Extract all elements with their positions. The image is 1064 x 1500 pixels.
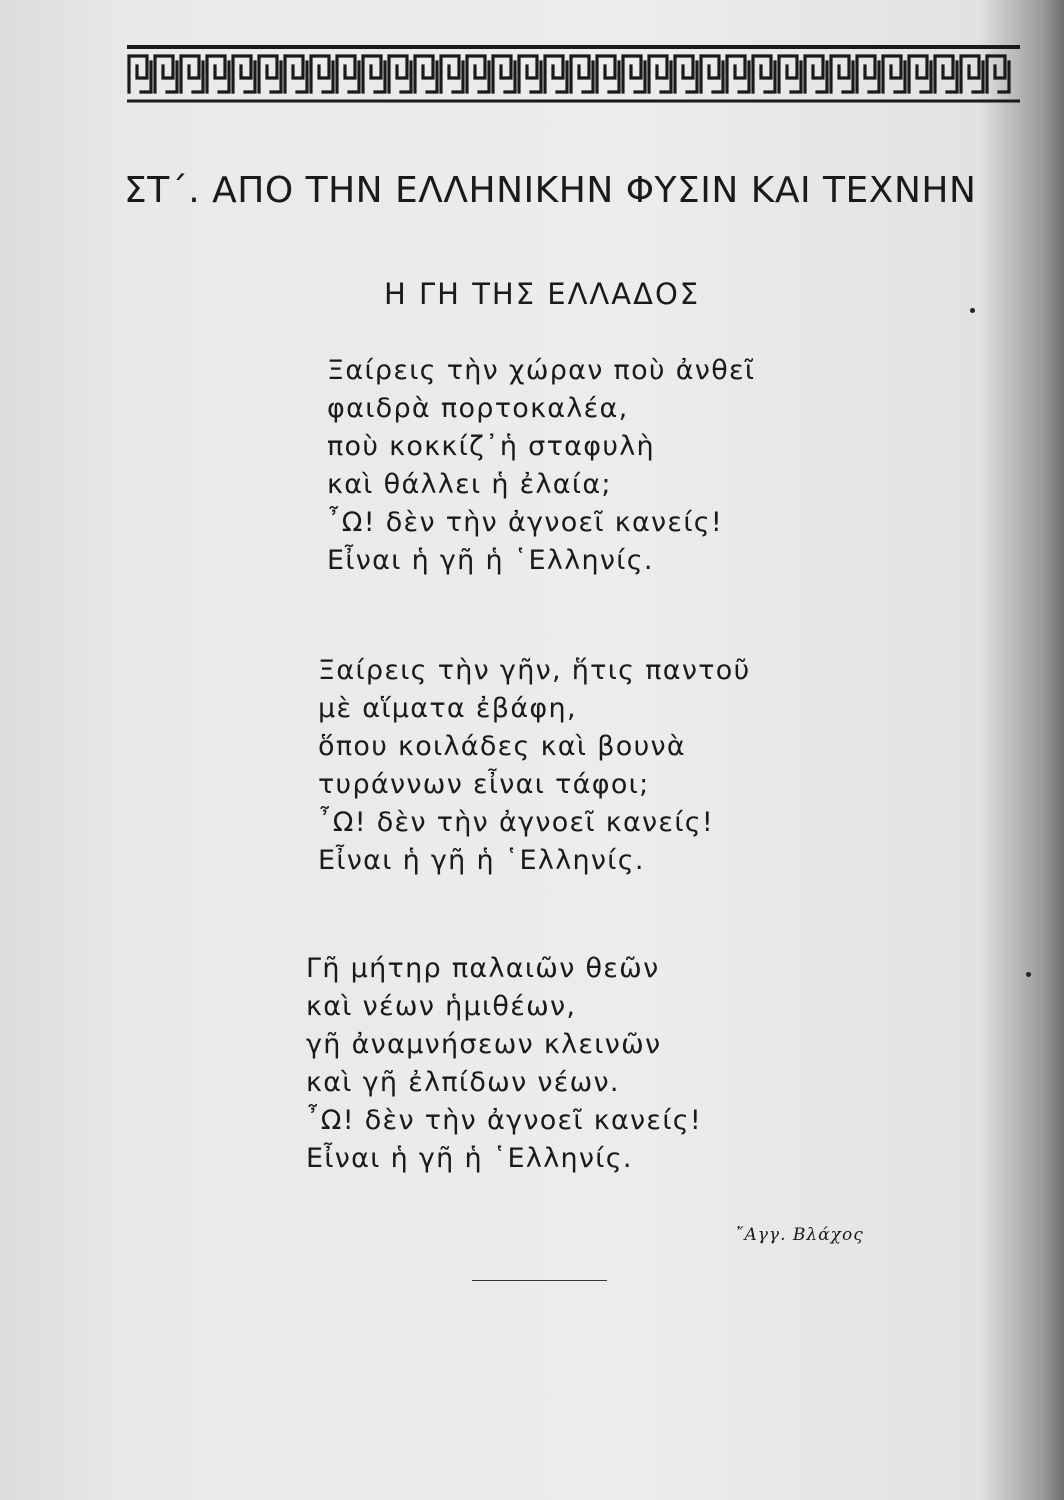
stanza-3: [306, 950, 702, 1178]
poem-line: ῏Ω! δὲν τὴν ἀγνοεῖ κανείς!: [306, 1105, 703, 1136]
poem-line: μὲ αἵματα ἐβάφη,: [318, 693, 577, 724]
poem-line: Εἶναι ἡ γῆ ἡ ῾Ελληνίς.: [306, 1143, 633, 1174]
poem-line: γῆ ἀναμνήσεων κλεινῶν: [306, 1029, 662, 1060]
poem-line: ποὺ κοκκίζ᾽ἡ σταφυλὴ: [327, 431, 655, 462]
greek-key-border-icon: [127, 40, 1020, 106]
poem-line: καὶ νέων ἡμιθέων,: [306, 991, 577, 1022]
poem-line: Ξαίρεις τὴν χώραν ποὺ ἀνθεῖ: [327, 355, 756, 386]
poem-line: καὶ γῆ ἐλπίδων νέων.: [306, 1067, 620, 1098]
poem-line: Εἶναι ἡ γῆ ἡ ῾Ελληνίς.: [327, 545, 654, 576]
poem-line: καὶ θάλλει ἡ ἐλαία;: [327, 469, 612, 500]
poem-line: ῏Ω! δὲν τὴν ἀγνοεῖ κανείς!: [327, 507, 724, 538]
chapter-title: ΣΤ΄. ΑΠΟ ΤΗΝ ΕΛΛΗΝΙΚΗΝ ΦΥΣΙΝ ΚΑΙ ΤΕΧΝΗΝ: [124, 170, 977, 211]
stanza-2: [318, 652, 751, 880]
poem-line: φαιδρὰ πορτοκαλέα,: [327, 393, 629, 424]
poem-line: Ξαίρεις τὴν γῆν, ἥτις παντοῦ: [318, 655, 751, 686]
speck: [1026, 972, 1031, 977]
speck: [970, 308, 975, 313]
poem-line: ὅπου κοιλάδες καὶ βουνὰ: [318, 731, 686, 762]
poem-line: Εἶναι ἡ γῆ ἡ ῾Ελληνίς.: [318, 845, 645, 876]
stanza-1: [327, 352, 755, 580]
poem-line: Γῆ μήτηρ παλαιῶν θεῶν: [306, 953, 660, 984]
poem-title: Η ΓΗ ΤΗΣ ΕΛΛΑΔΟΣ: [384, 277, 701, 311]
poem-line: τυράννων εἶναι τάφοι;: [318, 769, 650, 800]
poem-line: ῏Ω! δὲν τὴν ἀγνοεῖ κανείς!: [318, 807, 715, 838]
section-divider: [472, 1280, 607, 1281]
author-signature: ῎Αγγ. Βλάχος: [735, 1225, 864, 1245]
